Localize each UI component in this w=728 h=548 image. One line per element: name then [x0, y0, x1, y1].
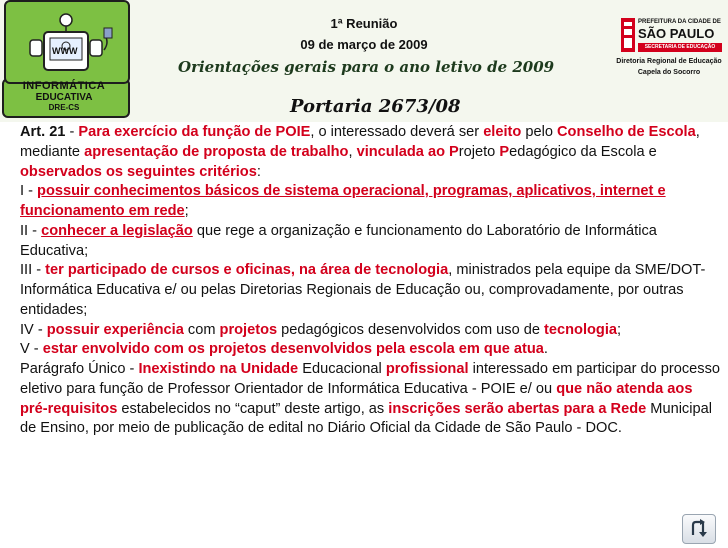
text-run: , o interessado deverá ser — [310, 124, 484, 140]
highlight-text: apresentação de proposta de trabalho — [84, 143, 349, 160]
text-run: - — [65, 124, 79, 140]
logo-line-2: EDUCATIVA — [35, 92, 93, 103]
secretaria-label: SECRETARIA DE EDUCAÇÃO — [638, 43, 722, 52]
highlight-text: Para exercício da função de POIE — [78, 124, 311, 140]
text-run: . — [543, 341, 548, 358]
highlight-text: Conselho de Escola — [557, 124, 696, 140]
regional-label: Capela do Socorro — [637, 69, 701, 76]
text-run: estabelecidos no “caput” deste artigo, as — [117, 400, 389, 417]
item-label: III - — [20, 262, 46, 279]
item-label: V - — [20, 341, 43, 358]
return-arrow-icon — [683, 515, 715, 543]
text-run: Educacional — [298, 361, 386, 377]
highlight-text: observados os seguintes critérios — [20, 163, 257, 180]
highlight-text: Inexistindo na Unidade — [138, 361, 299, 377]
text-run: ; — [184, 203, 189, 219]
text-run: edagógico da Escola e — [509, 143, 657, 160]
criterion-i: possuir conhecimentos básicos de sistema operacional, programas, aplicativos, internet e funcionamento em rede — [20, 183, 666, 219]
text-run: pedagógicos desenvolvidos com uso de — [277, 321, 545, 338]
text-run: , — [348, 143, 357, 160]
article-number: Art. 21 — [20, 124, 66, 140]
criterion-v: estar envolvido com os projetos desenvolvidos pela escola em que atua — [42, 341, 544, 358]
highlight-text: eleito — [483, 124, 522, 140]
criterion-iv: possuir experiência — [46, 321, 184, 338]
text-run: , mediante — [20, 124, 700, 160]
text-run: ; — [617, 321, 622, 338]
text-run: rojeto — [458, 143, 500, 160]
item-label: II - — [20, 222, 42, 239]
text-run: com — [183, 321, 220, 338]
highlight-text: projetos — [219, 321, 278, 338]
text-run: que rege a organização e funcionamento do Laboratório de Informática Educativa; — [20, 222, 657, 259]
article-text — [20, 123, 720, 439]
logo-line-1: INFORMÁTICA — [22, 80, 106, 92]
highlight-text: profissional — [385, 361, 469, 377]
logo-monitor-text: WWW — [52, 46, 78, 56]
slide-subtitle: Orientações gerais para o ano letivo de 2009 — [178, 58, 555, 76]
diretoria-label: Diretoria Regional de Educação — [616, 58, 722, 65]
text-run: : — [256, 163, 261, 180]
city-name: SÃO PAULO — [638, 26, 715, 41]
text-run: Municipal de Ensino, por meio de publicação de edital no Diário Oficial da Cidade de São Paulo - DOC. — [20, 400, 712, 437]
text-run: , ministrados pela equipe da SME/DOT- Informática Educativa e/ ou pelas Diretorias Regionais de Educação ou, comprovadamente, por outras entidades; — [20, 262, 706, 318]
item-label: I - — [20, 183, 38, 200]
highlight-text: vinculada ao P — [356, 143, 459, 160]
paragraph-label: Parágrafo Único - — [20, 361, 139, 377]
meeting-label: 1ª Reunião — [330, 16, 398, 31]
logo-line-3: DRE-CS — [48, 103, 80, 112]
highlight-text: inscrições serão abertas para a Rede — [388, 400, 647, 417]
slide-title: Portaria 2673/08 — [290, 96, 461, 117]
criterion-iii: ter participado de cursos e oficinas, na área de tecnologia — [45, 262, 449, 279]
item-label: IV - — [20, 321, 47, 338]
city-crest-icon — [620, 16, 636, 54]
highlight-text: tecnologia — [544, 321, 618, 338]
highlight-text: P — [499, 143, 510, 160]
prefeitura-label: PREFEITURA DA CIDADE DE — [638, 19, 721, 25]
highlight-text: que não atenda aos pré-requisitos — [20, 380, 693, 417]
return-button[interactable] — [682, 514, 716, 544]
meeting-date: 09 de março de 2009 — [300, 37, 428, 52]
criterion-ii: conhecer a legislação — [41, 222, 193, 239]
text-run: interessado em participar do processo eletivo para função de Professor Orientador de Informática Educativa - POIE e/ ou — [20, 361, 720, 397]
text-run: pelo — [521, 124, 558, 140]
